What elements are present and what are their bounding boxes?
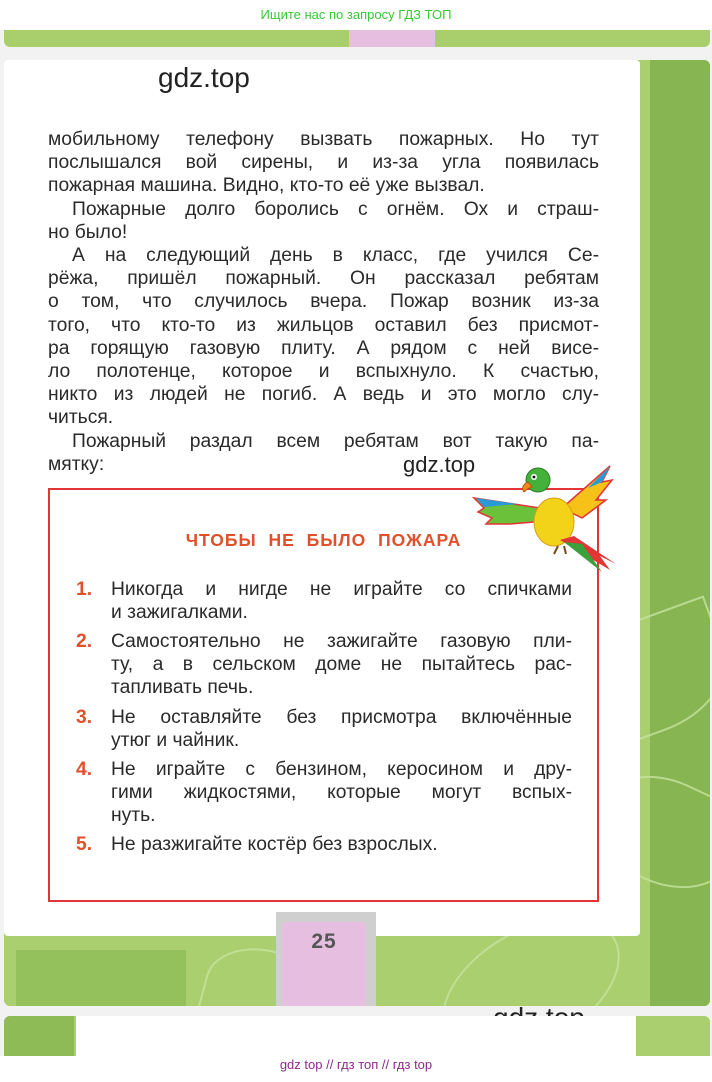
rule-item <box>76 630 572 700</box>
footer-links[interactable]: gdz top // гдз топ // гдз top <box>0 1056 712 1082</box>
rule-number: 3. <box>76 707 93 728</box>
story-text <box>48 128 599 476</box>
story-line: послышался вой сирены, и из-за угла появилась <box>48 152 599 174</box>
parrot-feet <box>554 546 566 554</box>
rule-line: нуть. <box>111 805 156 827</box>
next-page-strip <box>4 1016 710 1056</box>
rule-number: 2. <box>76 631 93 652</box>
rule-line: Никогда и нигде не играйте со спичками <box>111 579 572 600</box>
previous-page-tab <box>349 30 435 47</box>
rule-line: ту, а в сельском доме не пытайтесь рас- <box>111 654 572 676</box>
watermark: gdz.top <box>403 452 476 477</box>
rule-number: 4. <box>76 759 93 780</box>
rule-line: утюг и чайник. <box>111 730 240 752</box>
rule-line: гими жидкостями, которые могут вспых- <box>111 782 572 804</box>
story-line: ра горящую газовую плиту. А рядом с ней висе- <box>48 337 599 359</box>
page-number: 25 <box>282 922 366 1006</box>
rule-line: тапливать печь. <box>111 677 254 699</box>
story-line: ло полотенце, которое и вспыхнуло. К счастью, <box>48 361 599 383</box>
rule-line: Не разжигайте костёр без взрослых. <box>111 834 438 855</box>
story-line: пожарная машина. Видно, кто-то её уже вызвал. <box>48 175 485 197</box>
rule-item <box>76 578 572 624</box>
story-line: но было! <box>48 221 128 243</box>
previous-page-strip <box>4 30 710 47</box>
rule-item <box>76 758 572 828</box>
story-line: мобильному телефону вызвать пожарных. Но тут <box>48 129 599 150</box>
page-lower-panel <box>16 950 186 1006</box>
rule-line: и зажигалками. <box>111 602 248 624</box>
notice-title: ЧТОБЫ НЕ БЫЛО ПОЖАРА <box>185 530 462 550</box>
rule-number: 1. <box>76 579 93 600</box>
watermark: gdz.top <box>158 62 250 93</box>
story-line: Пожарные долго боролись с огнём. Ох и страш- <box>72 198 599 220</box>
parrot-illustration <box>470 460 620 575</box>
story-line: рёжа, пришёл пожарный. Он рассказал ребятам <box>48 268 599 290</box>
story-line: читься. <box>48 407 114 429</box>
rule-item <box>76 706 572 752</box>
story-line: о том, что случилось вчера. Пожар возник из-за <box>48 291 599 313</box>
next-page-edge <box>4 1016 74 1056</box>
next-page-sheet <box>76 1016 636 1056</box>
parrot-pupil <box>533 476 536 479</box>
story-line: никто из людей не погиб. А ведь и это могло слу- <box>48 384 599 406</box>
rule-line: Не играйте с бензином, керосином и дру- <box>111 759 572 780</box>
rule-number: 5. <box>76 834 93 855</box>
rule-line: Не оставляйте без присмотра включённые <box>111 707 572 728</box>
top-banner[interactable]: Ищите нас по запросу ГДЗ ТОП <box>0 0 712 30</box>
story-line: А на следующий день в класс, где учился Се- <box>72 245 599 267</box>
story-line: Пожарный раздал всем ребятам вот такую па- <box>72 430 599 452</box>
story-line: того, что кто-то из жильцов оставил без присмот- <box>48 314 599 336</box>
rule-line: Самостоятельно не зажигайте газовую пли- <box>111 631 572 652</box>
rule-item <box>76 833 572 856</box>
story-line: мятку: <box>48 453 105 475</box>
